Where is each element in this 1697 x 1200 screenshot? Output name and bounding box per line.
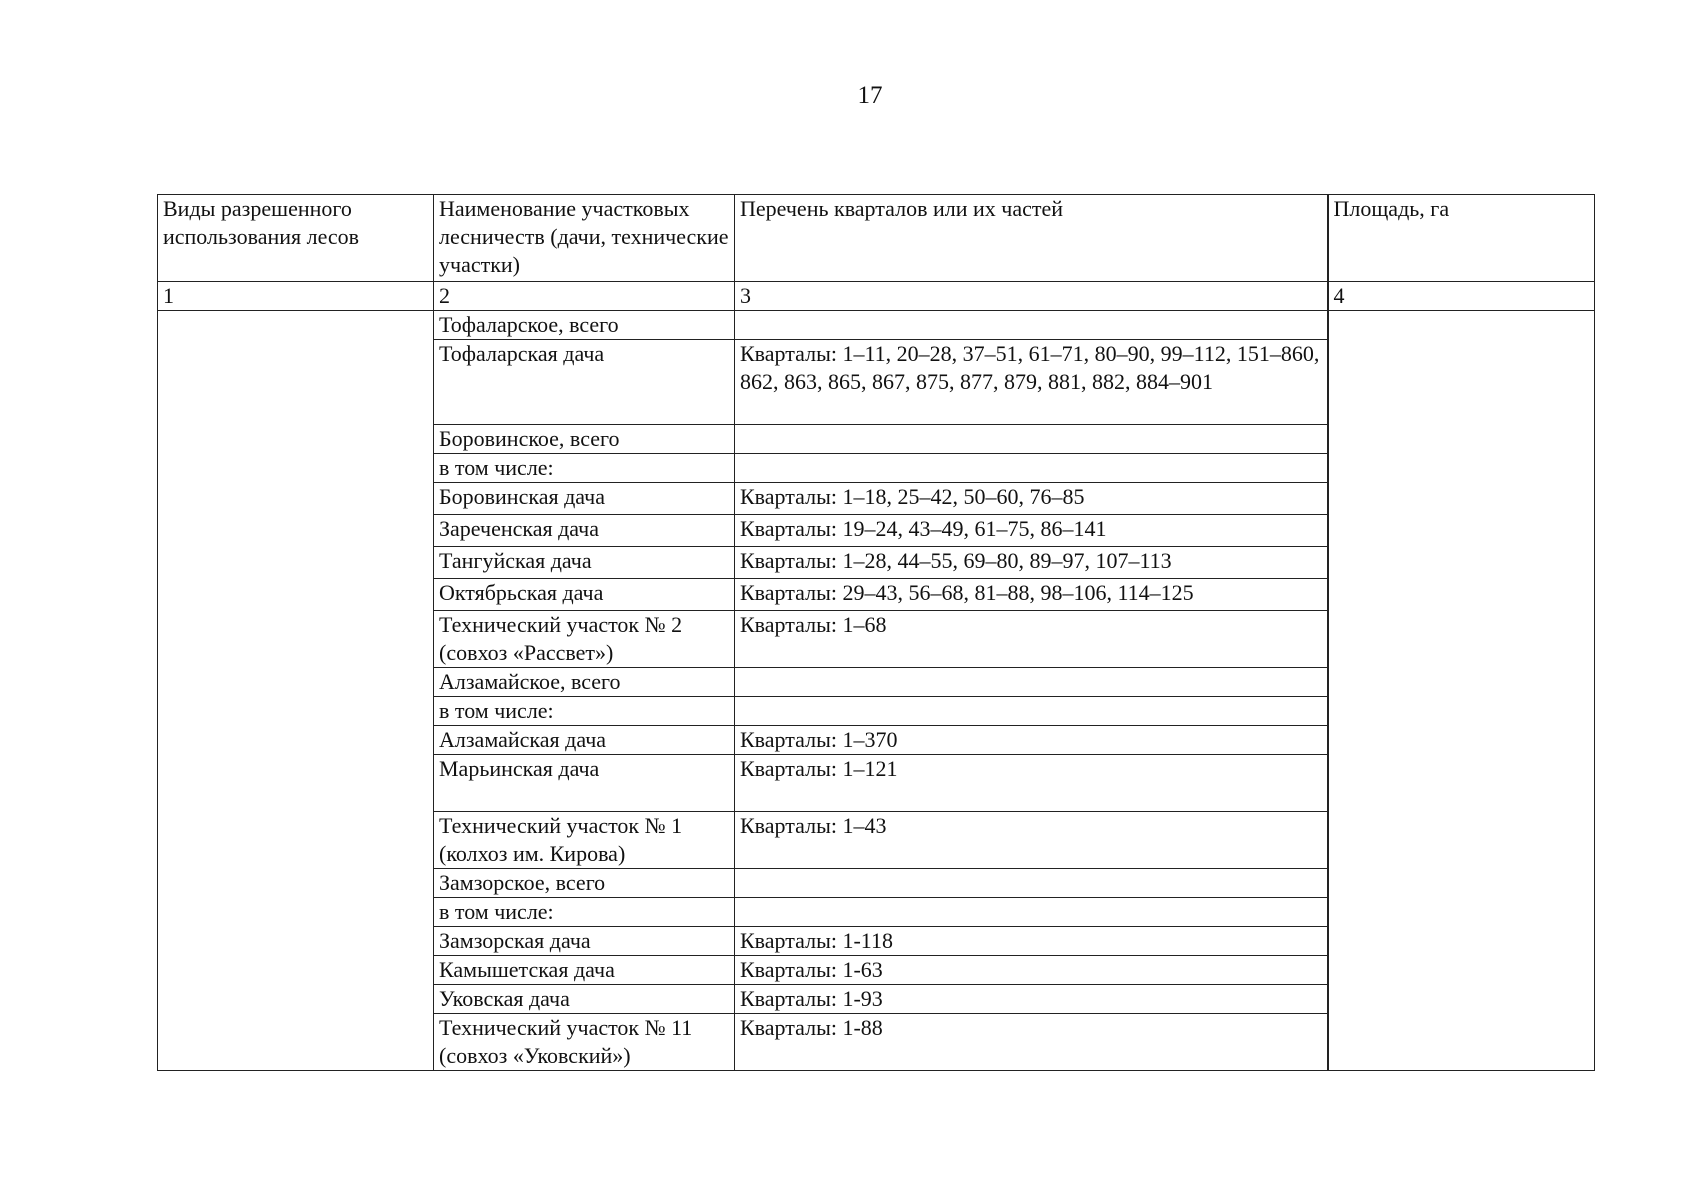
forestry-name-cell: Боровинская дача [434, 483, 735, 515]
header-cell-area: Площадь, га [1328, 195, 1595, 282]
forestry-name-cell: Зареченская дача [434, 515, 735, 547]
column-number-cell: 3 [735, 282, 1328, 311]
quarters-cell: Кварталы: 1–370 [735, 726, 1328, 755]
quarters-cell [735, 668, 1328, 697]
quarters-cell: Кварталы: 19–24, 43–49, 61–75, 86–141 [735, 515, 1328, 547]
forestry-name-cell: Октябрьская дача [434, 579, 735, 611]
forestry-name-cell: в том числе: [434, 454, 735, 483]
forestry-name-cell: Боровинское, всего [434, 425, 735, 454]
quarters-cell: Кварталы: 1-93 [735, 985, 1328, 1014]
header-cell-quarters-list: Перечень кварталов или их частей [735, 195, 1328, 282]
header-cell-usage-types: Виды разрешенного использования лесов [158, 195, 434, 282]
area-cell [1328, 311, 1595, 1071]
column-number-cell: 4 [1328, 282, 1595, 311]
column-number-cell: 2 [434, 282, 735, 311]
quarters-cell [735, 898, 1328, 927]
forestry-name-cell: Замзорское, всего [434, 869, 735, 898]
usage-type-cell [158, 311, 434, 1071]
forestry-name-cell: Марьинская дача [434, 755, 735, 812]
quarters-cell: Кварталы: 1–68 [735, 611, 1328, 668]
quarters-cell: Кварталы: 1–43 [735, 812, 1328, 869]
forestry-name-cell: Камышетская дача [434, 956, 735, 985]
quarters-cell: Кварталы: 1-63 [735, 956, 1328, 985]
forestry-name-cell: Технический участок № 1 (колхоз им. Кирова) [434, 812, 735, 869]
quarters-cell [735, 454, 1328, 483]
quarters-cell: Кварталы: 1–18, 25–42, 50–60, 76–85 [735, 483, 1328, 515]
quarters-cell: Кварталы: 1–28, 44–55, 69–80, 89–97, 107–113 [735, 547, 1328, 579]
quarters-cell [735, 311, 1328, 340]
quarters-cell: Кварталы: 1-118 [735, 927, 1328, 956]
quarters-cell [735, 869, 1328, 898]
forestry-name-cell: Алзамайская дача [434, 726, 735, 755]
forestry-name-cell: Алзамайское, всего [434, 668, 735, 697]
forestry-name-cell: Технический участок № 2 (совхоз «Рассвет») [434, 611, 735, 668]
quarters-cell: Кварталы: 1–121 [735, 755, 1328, 812]
forestry-name-cell: в том числе: [434, 898, 735, 927]
forestry-name-cell: Уковская дача [434, 985, 735, 1014]
table-header-row [158, 195, 1595, 282]
column-number-row [158, 282, 1595, 311]
quarters-cell: Кварталы: 1–11, 20–28, 37–51, 61–71, 80–90, 99–112, 151–860, 862, 863, 865, 867, 875, 877, 879, 881, 882, 884–901 [735, 340, 1328, 425]
forestry-name-cell: Замзорская дача [434, 927, 735, 956]
forestry-name-cell: Тангуйская дача [434, 547, 735, 579]
quarters-cell [735, 697, 1328, 726]
forestry-name-cell: Технический участок № 11 (совхоз «Уковский») [434, 1014, 735, 1071]
column-number-cell: 1 [158, 282, 434, 311]
forest-quarters-table [157, 194, 1595, 1071]
page-number: 17 [857, 82, 883, 109]
quarters-cell [735, 425, 1328, 454]
header-cell-forestry-names: Наименование участковых лесничеств (дачи, технические участки) [434, 195, 735, 282]
forestry-name-cell: Тофаларская дача [434, 340, 735, 425]
forestry-name-cell: в том числе: [434, 697, 735, 726]
quarters-cell: Кварталы: 29–43, 56–68, 81–88, 98–106, 114–125 [735, 579, 1328, 611]
forestry-name-cell: Тофаларское, всего [434, 311, 735, 340]
quarters-cell: Кварталы: 1-88 [735, 1014, 1328, 1071]
table-row [158, 311, 1595, 340]
